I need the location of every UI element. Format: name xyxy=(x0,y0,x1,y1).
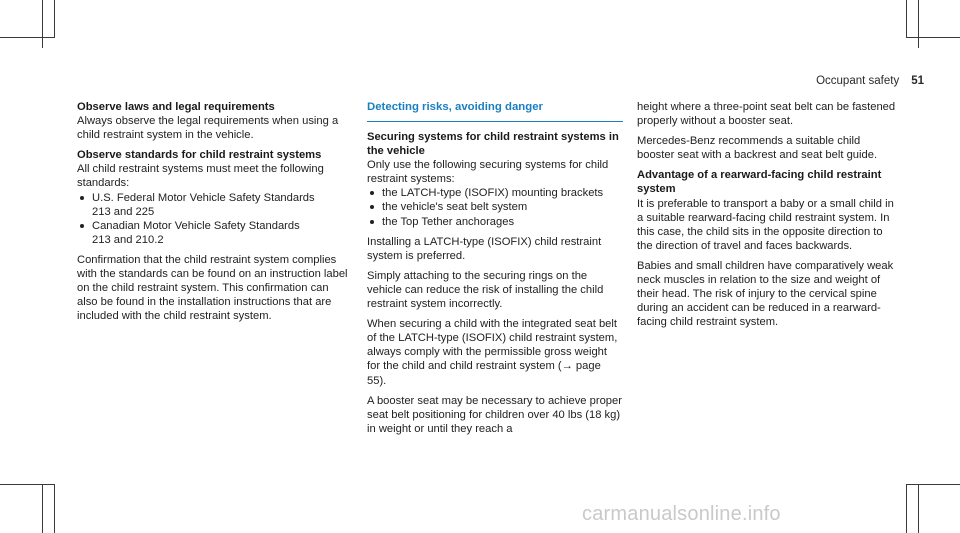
paragraph xyxy=(367,317,623,387)
page-reference-link[interactable]: (→ page 55). xyxy=(367,360,601,387)
crop-mark xyxy=(42,484,43,533)
section-title: Detecting risks, avoiding danger xyxy=(367,100,623,122)
list-item-line: 213 and 225 xyxy=(92,205,155,218)
list-item: the LATCH-type (ISOFIX) mounting brackets xyxy=(367,186,623,200)
crop-mark xyxy=(42,0,43,48)
list-item-line: U.S. Federal Motor Vehicle Safety Standards xyxy=(92,191,315,204)
crop-mark xyxy=(906,37,960,38)
list-item-line: 213 and 210.2 xyxy=(92,233,164,246)
list-item xyxy=(77,219,349,247)
list-item: the vehicle's seat belt system xyxy=(367,200,623,214)
running-head xyxy=(816,75,924,87)
column-2 xyxy=(367,100,623,436)
crop-mark xyxy=(906,484,907,533)
paragraph: Only use the following securing systems for child restraint systems: xyxy=(367,159,609,186)
column-1 xyxy=(77,100,349,323)
running-head-section: Occupant safety xyxy=(816,75,900,87)
paragraph: Mercedes-Benz recommends a suitable child booster seat with a backrest and seat belt guide. xyxy=(637,135,878,162)
crop-mark xyxy=(918,484,919,533)
securing-systems-list xyxy=(367,186,623,228)
paragraph: Confirmation that the child restraint system complies with the standards can be found on an instruction label on the child restraint system. This confirmation can also be found in the installation instructions that are included with the child restraint system. xyxy=(77,253,348,323)
list-item-line: Canadian Motor Vehicle Safety Standards xyxy=(92,219,300,232)
page-number: 51 xyxy=(911,75,924,87)
standards-list xyxy=(77,191,349,247)
paragraph: height where a three-point seat belt can be fastened properly without a booster seat. xyxy=(637,101,896,128)
paragraph-text: When securing a child with the integrated seat belt of the LATCH-type (ISOFIX) child restraint system, always comply with the permissible gross weight for the child and child restraint system xyxy=(367,318,618,373)
crop-mark xyxy=(906,0,907,38)
heading-securing-systems: Securing systems for child restraint systems in the vehicle xyxy=(367,131,619,158)
heading-laws-requirements: Observe laws and legal requirements xyxy=(77,101,275,113)
crop-mark xyxy=(54,0,55,38)
paragraph: Babies and small children have comparatively weak neck muscles in relation to the size and weight of their head. The risk of injury to the cervical spine during an accident can be reduced in a rearward-facing child restraint system. xyxy=(637,259,894,329)
paragraph: A booster seat may be necessary to achieve proper seat belt positioning for children over 40 lbs (18 kg) in weight or until they reach a xyxy=(367,394,622,435)
paragraph: Installing a LATCH-type (ISOFIX) child restraint system is preferred. xyxy=(367,235,602,262)
heading-standards: Observe standards for child restraint systems xyxy=(77,149,322,162)
crop-mark xyxy=(918,0,919,48)
crop-mark xyxy=(0,37,54,38)
crop-mark xyxy=(0,484,54,485)
heading-rearward-facing: Advantage of a rearward-facing child restraint system xyxy=(637,169,882,196)
crop-mark xyxy=(906,484,960,485)
crop-mark xyxy=(54,484,55,533)
column-3 xyxy=(637,100,899,329)
list-item xyxy=(77,191,349,219)
list-item: the Top Tether anchorages xyxy=(367,215,623,229)
watermark: carmanualsonline.info xyxy=(582,503,781,525)
paragraph: It is preferable to transport a baby or a small child in a suitable rearward-facing child restraint system. In this case, the child sits in the opposite direction to the direction of travel and faces backwards. xyxy=(637,197,894,252)
paragraph: All child restraint systems must meet the following standards: xyxy=(77,163,324,190)
paragraph: Always observe the legal requirements when using a child restraint system in the vehicle. xyxy=(77,115,339,142)
paragraph: Simply attaching to the securing rings on the vehicle can reduce the risk of installing the child restraint system incorrectly. xyxy=(367,269,604,311)
